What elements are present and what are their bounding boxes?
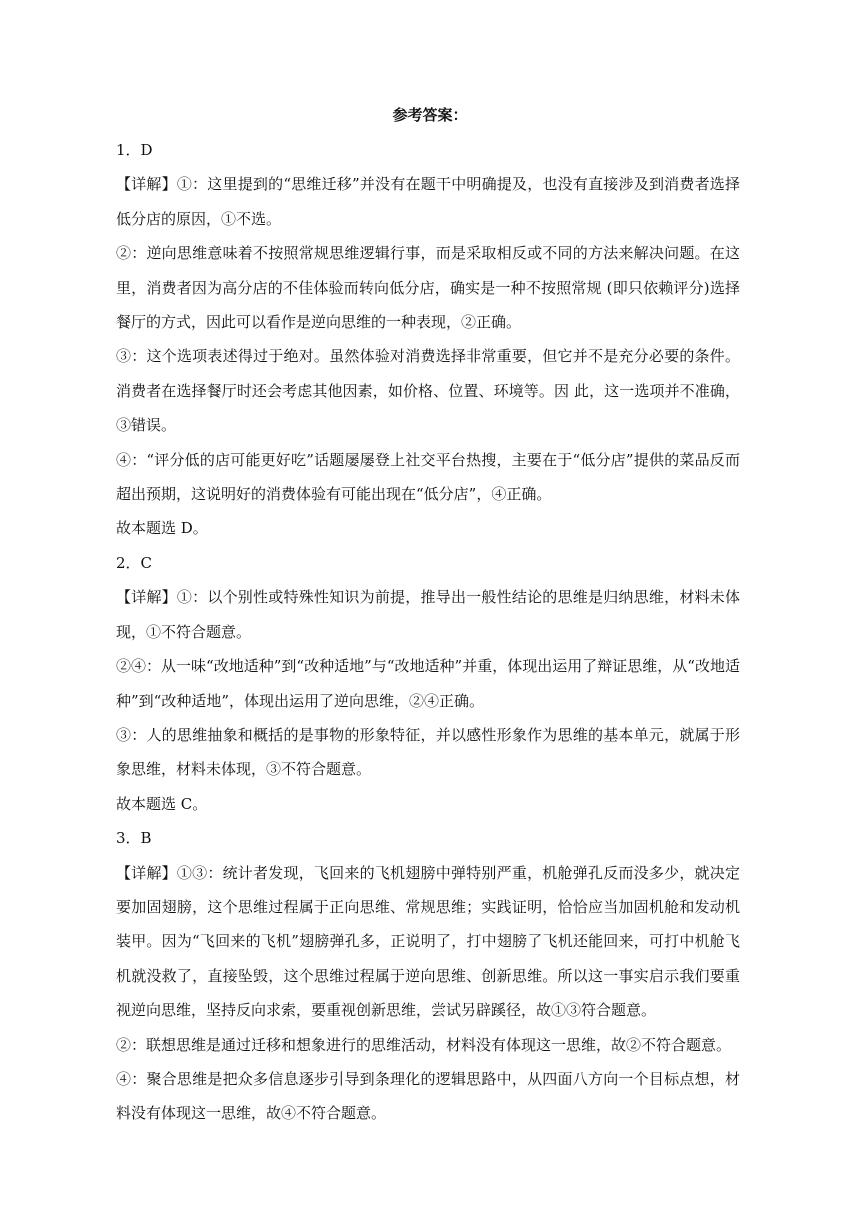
- question-1-explanation-4: ④：“评分低的店可能更好吃”话题屡屡登上社交平台热搜，主要在于“低分店”提供的菜品反而超出预期，这说明好的消费体验有可能出现在“低分店”，④正确。: [116, 450, 740, 504]
- question-3-explanation-2: ②：联想思维是通过迁移和想象进行的思维活动，材料没有体现这一思维，故②不符合题意。: [116, 1035, 732, 1054]
- question-3-explanation-1: 【详解】①③：统计者发现，飞回来的飞机翅膀中弹特别严重，机舱弹孔反而没多少，就决定要加固翅膀，这个思维过程属于正向思维、常规思维；实践证明，恰恰应当加固机舱和发动机装甲。因为“飞回来的飞机”翅膀弹孔多，正说明了，打中翅膀了飞机还能回来，可打中机舱飞机就没救了，直接坠毁，这个思维过程属于逆向思维、创新思维。所以这一事实启示我们要重视逆向思维，坚持反向求索，要重视创新思维，尝试另辟蹊径，故①③符合题意。: [116, 863, 740, 1020]
- question-3-explanation-3: ④：聚合思维是把众多信息逐步引导到条理化的逻辑思路中，从四面八方向一个目标点想，材料没有体现这一思维，故④不符合题意。: [116, 1069, 740, 1123]
- question-1-explanation-3: ③：这个选项表述得过于绝对。虽然体验对消费选择非常重要，但它并不是充分必要的条件。消费者在选择餐厅时还会考虑其他因素，如价格、位置、环境等。因 此，这一选项并不准确，③错误。: [116, 347, 740, 435]
- question-1-answer: 1．D: [116, 141, 153, 159]
- question-1-explanation-2: ②：逆向思维意味着不按照常规思维逻辑行事，而是采取相反或不同的方法来解决问题。在这里，消费者因为高分店的不佳体验而转向低分店，确实是一种不按照常规 (即只依赖评分)选择餐厅的方式，因此可以看作是逆向思维的一种表现，②正确。: [116, 244, 740, 332]
- question-2-explanation-2: ②④：从一味“改地适种”到“改种适地”与“改地适种”并重，体现出运用了辩证思维，从“改地适种”到“改种适地”，体现出运用了逆向思维，②④正确。: [116, 657, 740, 710]
- question-2-explanation-1: 【详解】①：以个别性或特殊性知识为前提，推导出一般性结论的思维是归纳思维，材料未体现，①不符合题意。: [116, 588, 740, 641]
- question-3-answer: 3．B: [116, 829, 152, 848]
- question-2-answer: 2．C: [116, 553, 153, 572]
- question-2-explanation-3: ③：人的思维抽象和概括的是事物的形象特征，并以感性形象作为思维的基本单元，就属于形象思维，材料未体现，③不符合题意。: [116, 725, 740, 779]
- page-title: 参考答案：: [392, 106, 468, 124]
- question-3: [116, 821, 740, 1131]
- answer-content: [116, 133, 740, 1131]
- question-2: [116, 546, 740, 821]
- question-1-conclusion: 故本题选 D。: [116, 519, 208, 538]
- question-1: [116, 133, 740, 546]
- question-2-conclusion: 故本题选 C。: [116, 794, 208, 813]
- question-1-explanation-1: 【详解】①：这里提到的“思维迁移”并没有在题干中明确提及，也没有直接涉及到消费者选择低分店的原因，①不选。: [116, 175, 740, 228]
